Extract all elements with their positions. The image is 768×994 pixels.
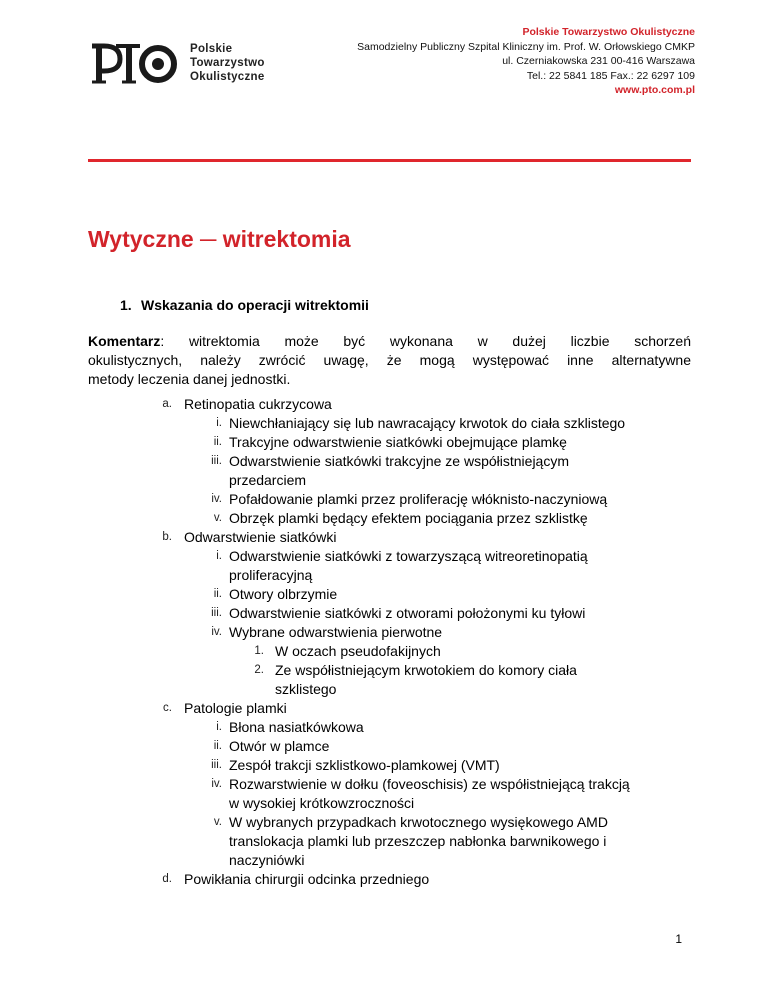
list-item-continuation: przedarciem	[229, 472, 307, 488]
list-marker: iv.	[211, 778, 222, 790]
list-marker: 2.	[254, 664, 264, 676]
list-marker: iii.	[211, 607, 222, 619]
list-marker: c.	[163, 702, 172, 714]
list-marker: ii.	[213, 740, 222, 752]
list-item: Odwarstwienie siatkówki z towarzyszącą witreoretinopatią	[229, 548, 588, 564]
list-item: W oczach pseudofakijnych	[275, 643, 441, 659]
list-item: Pofałdowanie plamki przez proliferację włóknisto-naczyniową	[229, 491, 608, 507]
list-marker: 1.	[254, 645, 264, 657]
list-item: Patologie plamki	[184, 700, 287, 716]
list-marker: ii.	[213, 588, 222, 600]
document-title: Wytyczne ─ witrektomia	[88, 226, 351, 252]
comment-line-3: metody leczenia danej jednostki.	[88, 371, 291, 387]
logo-line-1: Polskie	[190, 43, 233, 55]
list-item: Rozwarstwienie w dołku (foveoschisis) ze współistniejącą trakcją	[229, 776, 630, 792]
list-item: Powikłania chirurgii odcinka przedniego	[184, 871, 430, 887]
pto-logo	[88, 40, 180, 86]
list-marker: ii.	[213, 436, 222, 448]
list-marker: iv.	[211, 493, 222, 505]
page-number: 1	[675, 932, 682, 946]
list-item: Niewchłaniający się lub nawracający krwotok do ciała szklistego	[229, 415, 626, 431]
list-item: Ze współistniejącym krwotokiem do komory ciała	[275, 662, 577, 678]
list-marker: i.	[216, 417, 222, 429]
list-item-continuation: proliferacyjną	[229, 567, 313, 583]
list-item: Retinopatia cukrzycowa	[184, 396, 332, 412]
comment-label: Komentarz	[88, 333, 161, 349]
list-item: Odwarstwienie siatkówki trakcyjne ze współistniejącym	[229, 453, 570, 469]
list-marker: iv.	[211, 626, 222, 638]
header-divider	[88, 159, 691, 162]
section-title: Wskazania do operacji witrektomii	[141, 297, 369, 313]
list-marker: iii.	[211, 455, 222, 467]
list-item: Otwór w plamce	[229, 738, 330, 754]
comment-paragraph	[88, 332, 691, 389]
list-item: Trakcyjne odwarstwienie siatkówki obejmujące plamkę	[229, 434, 567, 450]
list-marker: i.	[216, 550, 222, 562]
list-marker: v.	[213, 816, 222, 828]
logo-line-2: Towarzystwo	[190, 57, 265, 69]
list-item: W wybranych przypadkach krwotocznego wysiękowego AMD	[229, 814, 608, 830]
address: ul. Czerniakowska 231 00-416 Warszawa	[502, 55, 695, 67]
list-marker: i.	[216, 721, 222, 733]
comment-line-2: okulistycznych, należy zwrócić uwagę, że mogą występować inne alternatywne	[88, 352, 691, 368]
website-link[interactable]: www.pto.com.pl	[614, 84, 695, 96]
comment-line-1: : witrektomia może być wykonana w dużej liczbie schorzeń	[160, 333, 691, 349]
logo-line-3: Okulistyczne	[190, 71, 265, 83]
list-item-continuation: naczyniówki	[229, 852, 305, 868]
list-marker: iii.	[211, 759, 222, 771]
list-item-continuation: szklistego	[275, 681, 337, 697]
list-marker: b.	[162, 531, 172, 543]
list-item: Obrzęk plamki będący efektem pociągania przez szklistkę	[229, 510, 588, 526]
list-item: Błona nasiatkówkowa	[229, 719, 364, 735]
list-item: Wybrane odwarstwienia pierwotne	[229, 624, 443, 640]
list-item-continuation: w wysokiej krótkowzroczności	[229, 795, 415, 811]
list-item: Odwarstwienie siatkówki	[184, 529, 337, 545]
phone-fax: Tel.: 22 5841 185 Fax.: 22 6297 109	[526, 69, 695, 82]
logo-wordmark	[190, 42, 265, 84]
list-item: Otwory olbrzymie	[229, 586, 338, 602]
list-marker: d.	[162, 873, 172, 885]
list-item: Odwarstwienie siatkówki z otworami położonymi ku tyłowi	[229, 605, 586, 621]
header-contact	[357, 25, 695, 98]
hospital-name: Samodzielny Publiczny Szpital Kliniczny im. Prof. W. Orłowskiego CMKP	[357, 40, 695, 53]
list-marker: a.	[162, 398, 172, 410]
section-number: 1.	[120, 297, 132, 313]
org-name: Polskie Towarzystwo Okulistyczne	[522, 26, 695, 38]
list-item: Zespół trakcji szklistkowo-plamkowej (VMT)	[229, 757, 500, 773]
list-item-continuation: translokacja plamki lub przeszczep nabłonka barwnikowego i	[229, 833, 607, 849]
list-marker: v.	[213, 512, 222, 524]
